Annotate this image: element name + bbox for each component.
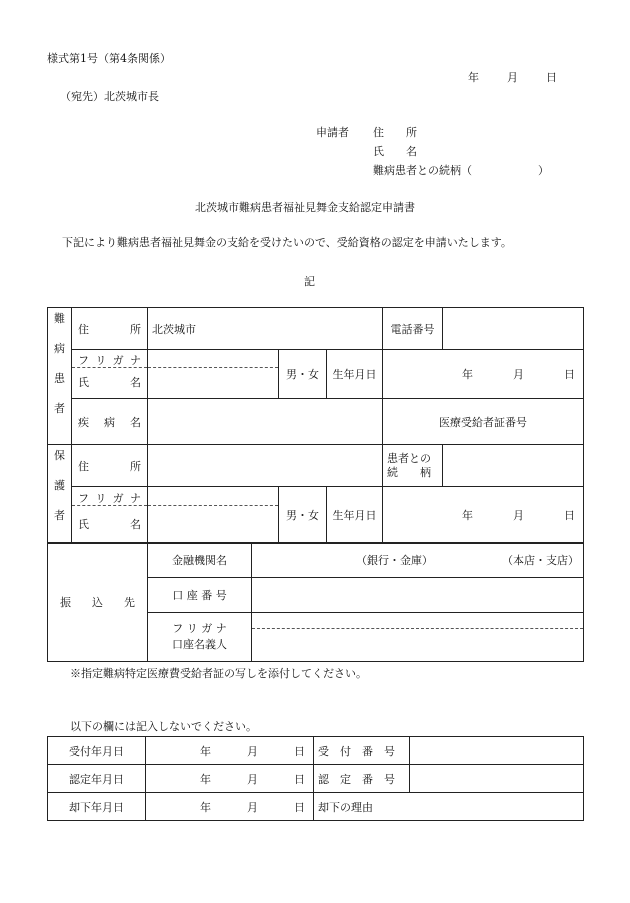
guardian-birth-input[interactable]: 年 月 日: [383, 487, 584, 544]
patient-address-label: 住 所: [72, 308, 148, 350]
office-caption: 以下の欄には記入しないでください。: [70, 720, 257, 733]
guardian-birth-label: 生年月日: [327, 487, 383, 544]
account-holder-input[interactable]: [252, 613, 584, 662]
header-date: [468, 69, 557, 85]
account-number-label: 口 座 番 号: [148, 578, 252, 613]
patient-disease-input[interactable]: [148, 399, 383, 445]
account-holder-furigana-input[interactable]: [252, 613, 583, 629]
patient-furigana-input[interactable]: [148, 350, 278, 368]
office-row-right-label: 却下の理由: [314, 793, 584, 821]
main-form-table: [47, 307, 584, 544]
applicant-label: 申請者: [316, 126, 349, 139]
account-number-input[interactable]: [252, 578, 584, 613]
guardian-name-input[interactable]: [148, 487, 279, 544]
bank-type-select[interactable]: （銀行・金庫）: [356, 554, 433, 567]
patient-phone-input[interactable]: [443, 308, 584, 350]
patient-group-label: 難 病 患 者: [48, 308, 72, 445]
applicant-address-label: 住 所: [373, 126, 417, 139]
header-day: 日: [546, 71, 557, 84]
guardian-group-label: 保 護 者: [48, 445, 72, 544]
header-month: 月: [507, 71, 518, 84]
office-row-date-label: 受付年月日: [48, 737, 146, 765]
page-title: 北茨城市難病患者福祉見舞金支給認定申請書: [195, 201, 415, 214]
bank-name-label: 金融機関名: [148, 543, 252, 578]
office-row-right-label: 認 定 番 号: [314, 765, 410, 793]
office-row-date-input: 年 月 日: [146, 793, 314, 821]
guardian-furigana-input[interactable]: [148, 488, 278, 506]
attachment-note: ※指定難病特定医療費受給者証の写しを添付してください。: [70, 667, 367, 680]
ki-heading: 記: [304, 275, 315, 288]
patient-sex-select[interactable]: 男・女: [279, 350, 327, 399]
office-row-date-input: 年 月 日: [146, 765, 314, 793]
office-row-date-label: 認定年月日: [48, 765, 146, 793]
office-row-date-input: 年 月 日: [146, 737, 314, 765]
patient-birth-input[interactable]: 年 月 日: [383, 350, 584, 399]
applicant-name-label: 氏 名: [373, 145, 417, 158]
patient-address-input[interactable]: 北茨城市: [148, 308, 383, 350]
intro-text: 下記により難病患者福祉見舞金の支給を受けたいので、受給資格の認定を申請いたします。: [62, 236, 512, 249]
office-row-right-input: [410, 765, 584, 793]
patient-name-input[interactable]: [148, 350, 279, 399]
account-holder-label: フ リ ガ ナ 口座名義人: [148, 613, 252, 662]
transfer-label: 振 込 先: [48, 543, 148, 662]
branch-type-select[interactable]: （本店・支店）: [502, 554, 579, 567]
office-row-date-label: 却下年月日: [48, 793, 146, 821]
guardian-address-input[interactable]: [148, 445, 383, 487]
patient-cert-label: 医療受給者証番号: [383, 399, 584, 445]
office-row-right-label: 受 付 番 号: [314, 737, 410, 765]
guardian-relation-label: 患者との 続 柄: [383, 445, 443, 487]
patient-disease-label: 疾 病 名: [72, 399, 148, 445]
applicant-relation-label: 難病患者との続柄（ ）: [373, 164, 549, 177]
guardian-name-label: フ リ ガ ナ 氏 名: [72, 487, 148, 544]
patient-name-label: フ リ ガ ナ 氏 名: [72, 350, 148, 399]
transfer-table: [47, 542, 584, 662]
guardian-relation-input[interactable]: [443, 445, 584, 487]
patient-phone-label: 電話番号: [383, 308, 443, 350]
guardian-sex-select[interactable]: 男・女: [279, 487, 327, 544]
form-number: 様式第1号（第4条関係）: [47, 52, 171, 65]
patient-birth-label: 生年月日: [327, 350, 383, 399]
header-year: 年: [468, 71, 479, 84]
guardian-address-label: 住 所: [72, 445, 148, 487]
office-row-right-input: [410, 737, 584, 765]
office-use-table: [47, 736, 584, 821]
addressee: （宛先）北茨城市長: [60, 90, 159, 103]
bank-name-input[interactable]: [252, 543, 584, 578]
